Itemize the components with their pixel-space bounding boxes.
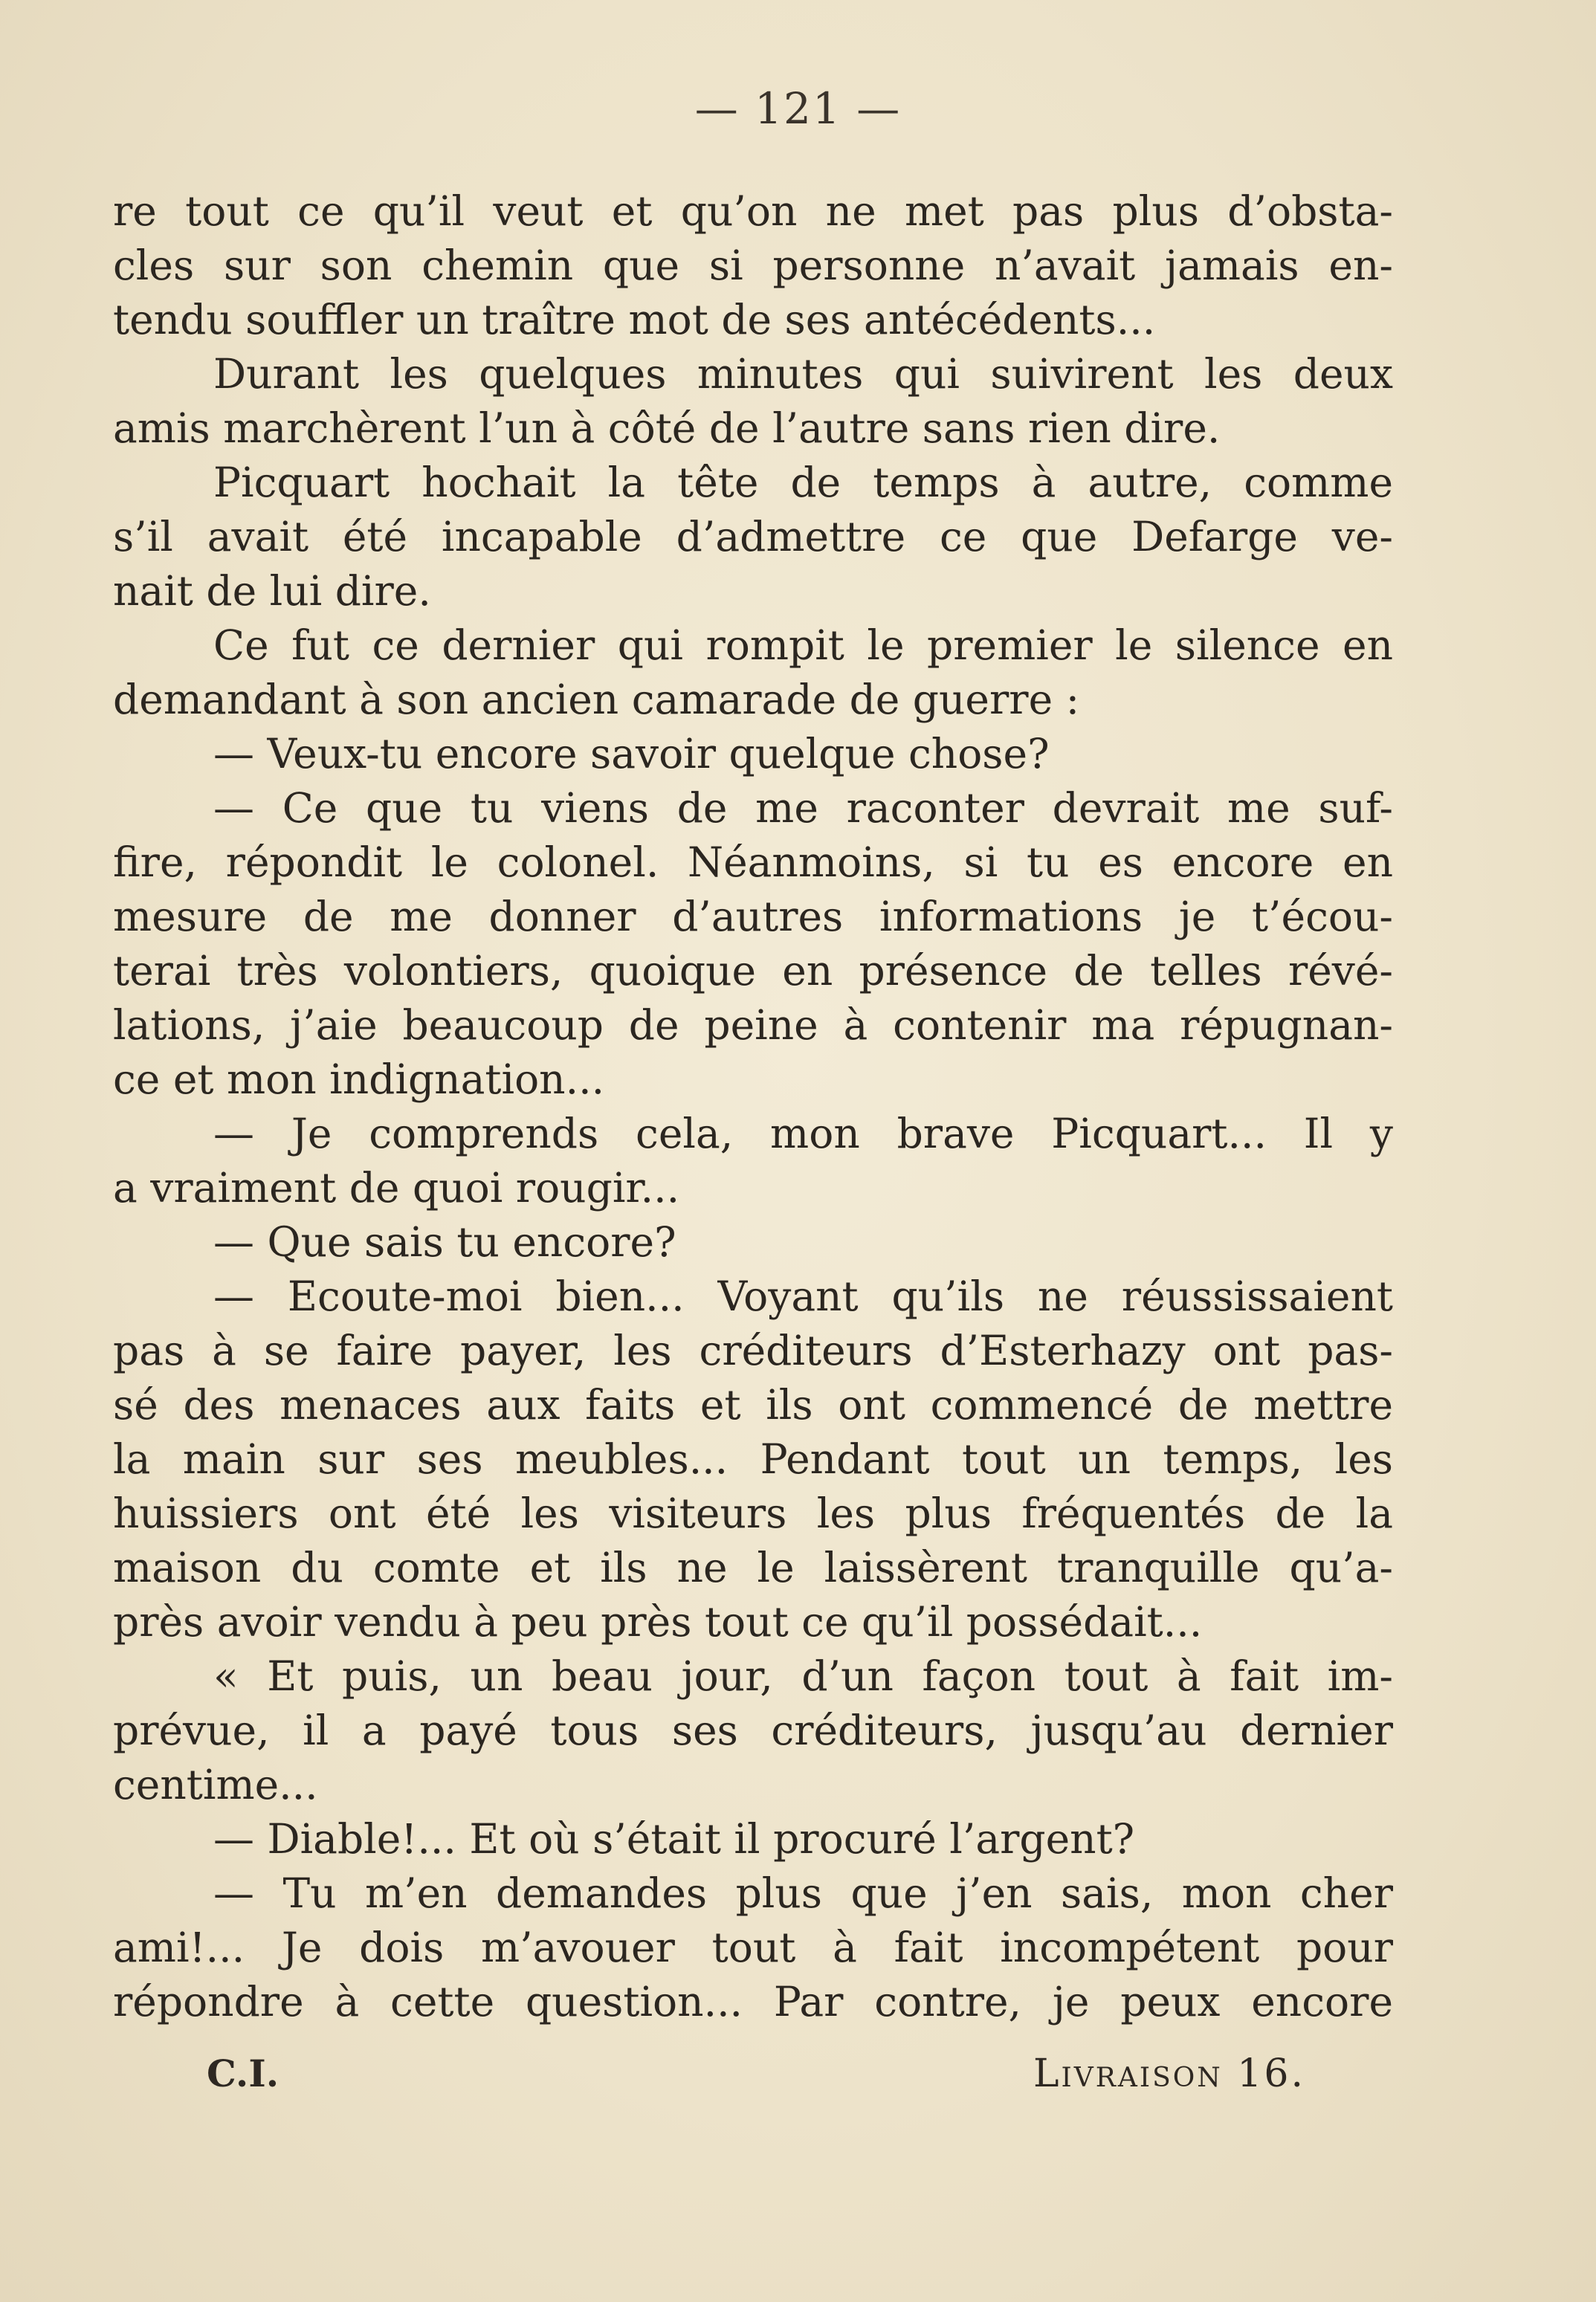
text-line: tendu souffler un traître mot de ses antécédents... (113, 296, 1156, 343)
text-line: centime... (113, 1761, 318, 1808)
text-line: demandant à son ancien camarade de guerre : (113, 676, 1080, 723)
text-line: — Ecoute-moi bien... Voyant qu’ils ne réussissaient (213, 1273, 1393, 1320)
text-line: fire, répondit le colonel. Néanmoins, si tu es encore en (113, 838, 1393, 886)
text-line: maison du comte et ils ne le laissèrent tranquille qu’a- (113, 1544, 1393, 1591)
text-line: ce et mon indignation... (113, 1055, 605, 1103)
text-line: ami!... Je dois m’avouer tout à fait incompétent pour (113, 1924, 1393, 1971)
text-line: — Veux-tu encore savoir quelque chose? (213, 730, 1050, 777)
text-line: — Tu m’en demandes plus que j’en sais, mon cher (213, 1869, 1393, 1917)
text-line: — Que sais tu encore? (213, 1218, 676, 1266)
installment-signature: Livraison 16. (1033, 2052, 1305, 2096)
text-line: mesure de me donner d’autres informations je t’écou- (113, 893, 1393, 940)
page-footer (0, 2052, 1596, 2104)
text-line: s’il avait été incapable d’admettre ce que Defarge ve- (113, 513, 1393, 560)
text-line: — Je comprends cela, mon brave Picquart... Il y (213, 1110, 1393, 1157)
text-line: près avoir vendu à peu près tout ce qu’il possédait... (113, 1598, 1203, 1646)
text-line: cles sur son chemin que si personne n’avait jamais en- (113, 242, 1393, 289)
text-line: — Ce que tu viens de me raconter devrait me suf- (213, 784, 1393, 832)
text-line: re tout ce qu’il veut et qu’on ne met pas plus d’obsta- (113, 187, 1393, 235)
printer-signature: C.I. (207, 2052, 280, 2095)
text-line: prévue, il a payé tous ses créditeurs, jusqu’au dernier (113, 1707, 1393, 1754)
page-number: — 121 — (694, 83, 902, 134)
text-line: terai très volontiers, quoique en présence de telles révé- (113, 947, 1393, 995)
text-line: a vraiment de quoi rougir... (113, 1164, 680, 1212)
text-line: Picquart hochait la tête de temps à autre, comme (213, 459, 1393, 506)
text-line: amis marchèrent l’un à côté de l’autre sans rien dire. (113, 404, 1221, 452)
body-text (113, 184, 1393, 2029)
text-line: Durant les quelques minutes qui suivirent les deux (213, 350, 1393, 398)
text-line: Ce fut ce dernier qui rompit le premier le silence en (213, 621, 1393, 669)
text-line: la main sur ses meubles... Pendant tout un temps, les (113, 1435, 1393, 1483)
text-line: lations, j’aie beaucoup de peine à contenir ma répugnan- (113, 1001, 1393, 1049)
text-line: « Et puis, un beau jour, d’un façon tout à fait im- (213, 1652, 1393, 1700)
text-line: sé des menaces aux faits et ils ont commencé de mettre (113, 1381, 1393, 1429)
text-line: nait de lui dire. (113, 567, 431, 615)
text-line: pas à se faire payer, les créditeurs d’Esterhazy ont pas- (113, 1327, 1393, 1374)
text-line: — Diable!... Et où s’était il procuré l’argent? (213, 1815, 1135, 1863)
text-line: répondre à cette question... Par contre, je peux encore (113, 1978, 1393, 2025)
text-line: huissiers ont été les visiteurs les plus fréquentés de la (113, 1490, 1393, 1537)
